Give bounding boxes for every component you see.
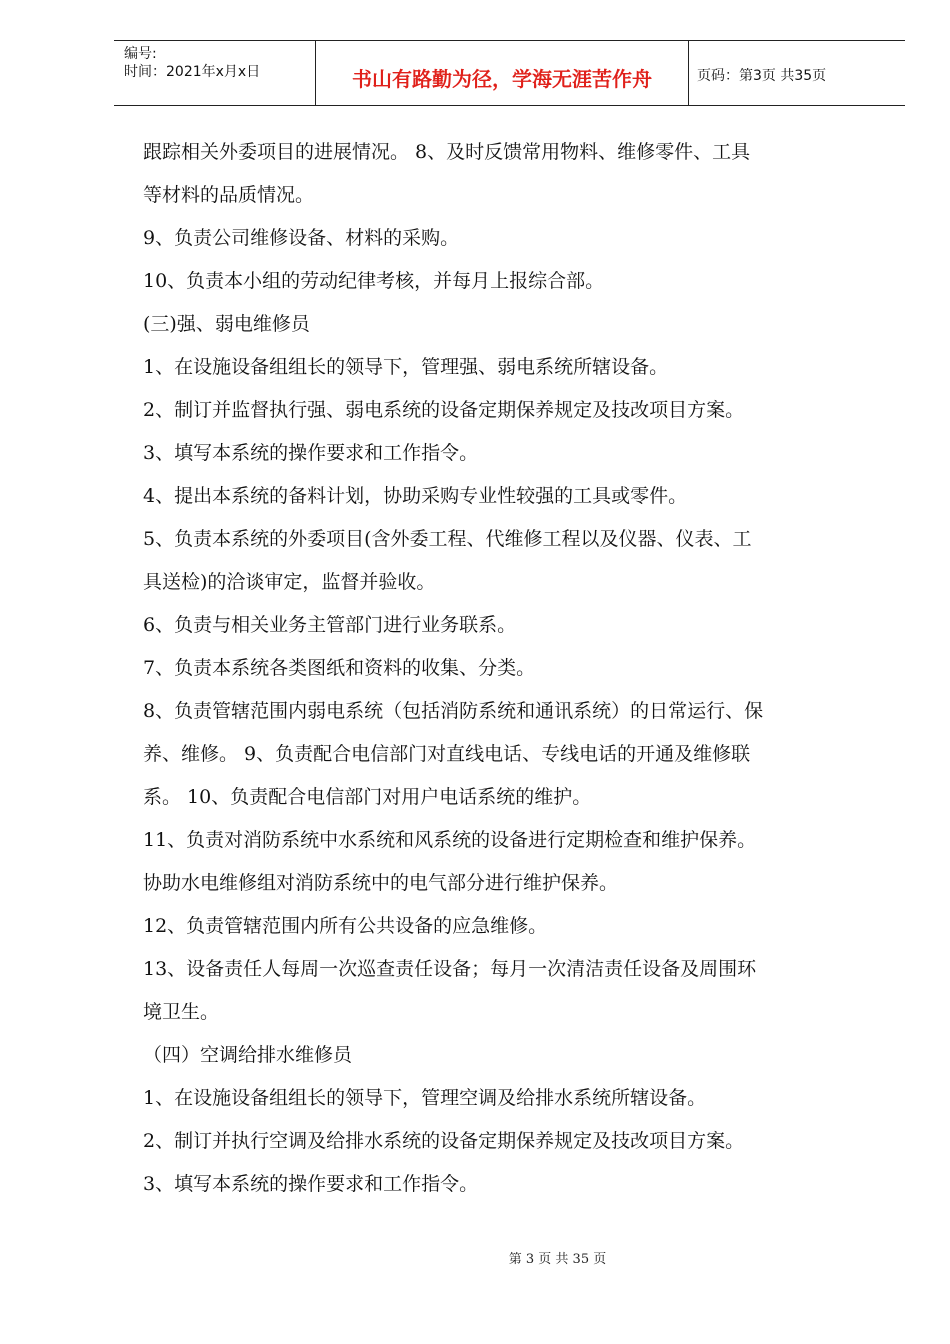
body-line: 2、制订并执行空调及给排水系统的设备定期保养规定及技改项目方案。: [143, 1130, 745, 1152]
body-line: 12、负责管辖范围内所有公共设备的应急维修。: [143, 915, 548, 937]
header-page-cell: [689, 41, 905, 105]
body-line: 3、填写本系统的操作要求和工作指令。: [143, 442, 479, 464]
page-header: [114, 40, 905, 106]
body-line: 8、负责管辖范围内弱电系统（包括消防系统和通讯系统）的日常运行、保: [143, 700, 764, 722]
body-line: 养、维修。 9、负责配合电信部门对直线电话、专线电话的开通及维修联: [143, 743, 751, 765]
body-line: 1、在设施设备组组长的领导下，管理强、弱电系统所辖设备。: [143, 356, 669, 378]
body-line: 9、负责公司维修设备、材料的采购。: [143, 227, 460, 249]
document-body: [143, 131, 883, 1206]
header-page-info: 页码：第3页 共35页: [697, 68, 827, 84]
body-line: 5、负责本系统的外委项目(含外委工程、代维修工程以及仪器、仪表、工: [143, 528, 752, 550]
body-line: 1、在设施设备组组长的领导下，管理空调及给排水系统所辖设备。: [143, 1087, 707, 1109]
body-line: 7、负责本系统各类图纸和资料的收集、分类。: [143, 657, 536, 679]
document-number-label: 编号:: [124, 46, 157, 62]
body-line: 跟踪相关外委项目的进展情况。 8、及时反馈常用物料、维修零件、工具: [143, 141, 751, 163]
body-line: 境卫生。: [143, 1001, 220, 1023]
body-line: 2、制订并监督执行强、弱电系统的设备定期保养规定及技改项目方案。: [143, 399, 745, 421]
header-motto-cell: [315, 41, 689, 105]
body-line: 10、负责本小组的劳动纪律考核，并每月上报综合部。: [143, 270, 605, 292]
body-line: 系。 10、负责配合电信部门对用户电话系统的维护。: [143, 786, 592, 808]
document-time-label: 时间：2021年x月x日: [124, 64, 261, 80]
section-heading: (三)强、弱电维修员: [143, 313, 310, 335]
body-line: 具送检)的洽谈审定，监督并验收。: [143, 571, 436, 593]
section-heading: （四）空调给排水维修员: [143, 1044, 353, 1066]
page-footer: 第 3 页 共 35 页: [508, 1252, 607, 1267]
body-line: 4、提出本系统的备料计划，协助采购专业性较强的工具或零件。: [143, 485, 688, 507]
body-line: 3、填写本系统的操作要求和工作指令。: [143, 1173, 479, 1195]
body-line: 协助水电维修组对消防系统中的电气部分进行维护保养。: [143, 872, 619, 894]
body-line: 6、负责与相关业务主管部门进行业务联系。: [143, 614, 517, 636]
header-meta-cell: [114, 41, 315, 105]
body-line: 11、负责对消防系统中水系统和风系统的设备进行定期检查和维护保养。: [143, 829, 757, 851]
header-motto: 书山有路勤为径，学海无涯苦作舟: [352, 67, 652, 91]
body-line: 13、设备责任人每周一次巡查责任设备；每月一次清洁责任设备及周围环: [143, 958, 757, 980]
body-line: 等材料的品质情况。: [143, 184, 315, 206]
